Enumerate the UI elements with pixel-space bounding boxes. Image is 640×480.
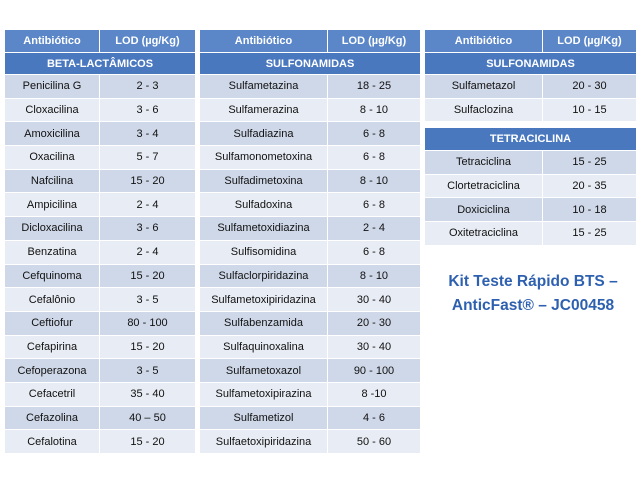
table-row — [425, 98, 636, 122]
lod-cell: 40 – 50 — [100, 407, 195, 430]
lod-cell: 10 - 15 — [543, 99, 636, 122]
lod-cell: 50 - 60 — [328, 430, 420, 453]
table-row — [5, 169, 195, 193]
kit-title-line2: AnticFast® – JC00458 — [451, 297, 615, 314]
lod-cell: 6 - 8 — [328, 122, 420, 145]
antibiotic-cell: Cefalônio — [5, 288, 100, 311]
lod-cell: 3 - 4 — [100, 122, 195, 145]
lod-cell: 15 - 20 — [100, 170, 195, 193]
antibiotic-cell: Sulfametoxazol — [200, 359, 328, 382]
antibiotic-cell: Sulfametizol — [200, 407, 328, 430]
lod-cell: 20 - 35 — [543, 175, 636, 198]
antibiotic-cell: Sulfaquinoxalina — [200, 336, 328, 359]
lod-column-header: LOD (µg/Kg) — [100, 30, 195, 52]
antibiotic-cell: Dicloxacilina — [5, 217, 100, 240]
table-row — [5, 240, 195, 264]
antibiotic-cell: Cefquinoma — [5, 265, 100, 288]
antibiotic-cell: Ampicilina — [5, 193, 100, 216]
table-row — [425, 74, 636, 98]
antibiotic-cell: Oxacilina — [5, 146, 100, 169]
antibiotic-cell: Cefalotina — [5, 430, 100, 453]
antibiotic-column-header: Antibiótico — [425, 30, 543, 52]
antibiotic-cell: Sulfisomidina — [200, 241, 328, 264]
lod-cell: 2 - 4 — [100, 241, 195, 264]
antibiotic-cell: Cloxacilina — [5, 99, 100, 122]
lod-cell: 15 - 20 — [100, 336, 195, 359]
table-row — [425, 221, 636, 245]
antibiotic-cell: Tetraciclina — [425, 151, 543, 174]
table-row — [5, 287, 195, 311]
table-row — [5, 358, 195, 382]
antibiotic-cell: Sulfadoxina — [200, 193, 328, 216]
table-row — [5, 145, 195, 169]
table-row — [200, 216, 420, 240]
antibiotic-cell: Sulfamonometoxina — [200, 146, 328, 169]
lod-cell: 8 - 10 — [328, 99, 420, 122]
table-row — [200, 335, 420, 359]
lod-cell: 4 - 6 — [328, 407, 420, 430]
table-header — [425, 30, 636, 52]
lod-cell: 30 - 40 — [328, 336, 420, 359]
table-row — [5, 121, 195, 145]
antibiotic-cell: Sulfaetoxipiridazina — [200, 430, 328, 453]
antibiotic-cell: Sulfaclorpiridazina — [200, 265, 328, 288]
lod-cell: 15 - 25 — [543, 151, 636, 174]
lod-cell: 30 - 40 — [328, 288, 420, 311]
tetracycline-table — [425, 128, 636, 245]
table-row — [5, 406, 195, 430]
lod-cell: 2 - 4 — [328, 217, 420, 240]
section-header: TETRACICLINA — [425, 128, 636, 150]
lod-cell: 80 - 100 — [100, 312, 195, 335]
antibiotic-cell: Sulfametoxidiazina — [200, 217, 328, 240]
lod-cell: 15 - 20 — [100, 265, 195, 288]
lod-column-header: LOD (µg/Kg) — [328, 30, 420, 52]
table-row — [200, 192, 420, 216]
antibiotic-cell: Oxitetraciclina — [425, 222, 543, 245]
table-row — [200, 311, 420, 335]
antibiotic-cell: Sulfabenzamida — [200, 312, 328, 335]
section-header: SULFONAMIDAS — [425, 52, 636, 74]
beta-lactam-table — [5, 30, 195, 453]
lod-cell: 2 - 4 — [100, 193, 195, 216]
sulfonamide-small-table — [425, 30, 636, 121]
lod-cell: 15 - 20 — [100, 430, 195, 453]
table-header — [200, 30, 420, 52]
lod-cell: 90 - 100 — [328, 359, 420, 382]
antibiotic-cell: Penicilina G — [5, 75, 100, 98]
lod-cell: 20 - 30 — [328, 312, 420, 335]
table-row — [5, 335, 195, 359]
lod-cell: 3 - 6 — [100, 217, 195, 240]
lod-cell: 3 - 6 — [100, 99, 195, 122]
table-row — [200, 169, 420, 193]
table-row — [200, 98, 420, 122]
table-row — [200, 264, 420, 288]
antibiotic-column-header: Antibiótico — [200, 30, 328, 52]
antibiotic-cell: Sulfametazol — [425, 75, 543, 98]
antibiotic-cell: Clortetraciclina — [425, 175, 543, 198]
table-header — [5, 30, 195, 52]
antibiotic-cell: Amoxicilina — [5, 122, 100, 145]
antibiotic-cell: Sulfadimetoxina — [200, 170, 328, 193]
table-row — [425, 174, 636, 198]
table-row — [200, 382, 420, 406]
antibiotic-cell: Cefazolina — [5, 407, 100, 430]
table-row — [5, 192, 195, 216]
table-row — [200, 406, 420, 430]
antibiotic-cell: Sulfadiazina — [200, 122, 328, 145]
lod-cell: 10 - 18 — [543, 198, 636, 221]
lod-cell: 18 - 25 — [328, 75, 420, 98]
lod-cell: 3 - 5 — [100, 288, 195, 311]
antibiotic-cell: Sulfametoxipirazina — [200, 383, 328, 406]
antibiotic-cell: Cefapirina — [5, 336, 100, 359]
antibiotic-cell: Sulfamerazina — [200, 99, 328, 122]
table-row — [5, 429, 195, 453]
table-row — [5, 382, 195, 406]
table-row — [5, 216, 195, 240]
kit-title — [428, 270, 638, 318]
table-row — [5, 311, 195, 335]
lod-cell: 8 - 10 — [328, 170, 420, 193]
lod-cell: 8 - 10 — [328, 265, 420, 288]
table-row — [5, 98, 195, 122]
table-row — [425, 150, 636, 174]
lod-cell: 15 - 25 — [543, 222, 636, 245]
antibiotic-cell: Sulfametoxipiridazina — [200, 288, 328, 311]
lod-cell: 8 -10 — [328, 383, 420, 406]
table-row — [200, 429, 420, 453]
lod-cell: 5 - 7 — [100, 146, 195, 169]
antibiotic-cell: Ceftiofur — [5, 312, 100, 335]
table-row — [200, 74, 420, 98]
lod-column-header: LOD (µg/Kg) — [543, 30, 636, 52]
kit-title-line1: Kit Teste Rápido BTS – — [448, 273, 618, 290]
table-row — [200, 287, 420, 311]
lod-cell: 3 - 5 — [100, 359, 195, 382]
lod-cell: 6 - 8 — [328, 193, 420, 216]
table-row — [200, 121, 420, 145]
antibiotic-cell: Doxiciclina — [425, 198, 543, 221]
lod-cell: 20 - 30 — [543, 75, 636, 98]
sulfonamide-table — [200, 30, 420, 453]
antibiotic-cell: Cefoperazona — [5, 359, 100, 382]
lod-cell: 2 - 3 — [100, 75, 195, 98]
section-header: BETA-LACTÂMICOS — [5, 52, 195, 74]
lod-cell: 6 - 8 — [328, 241, 420, 264]
antibiotic-cell: Sulfaclozina — [425, 99, 543, 122]
antibiotic-cell: Sulfametazina — [200, 75, 328, 98]
lod-cell: 35 - 40 — [100, 383, 195, 406]
table-row — [200, 358, 420, 382]
section-header: SULFONAMIDAS — [200, 52, 420, 74]
antibiotic-cell: Benzatina — [5, 241, 100, 264]
antibiotic-column-header: Antibiótico — [5, 30, 100, 52]
table-row — [200, 145, 420, 169]
lod-cell: 6 - 8 — [328, 146, 420, 169]
table-row — [5, 74, 195, 98]
antibiotic-cell: Cefacetril — [5, 383, 100, 406]
table-row — [200, 240, 420, 264]
antibiotic-cell: Nafcilina — [5, 170, 100, 193]
table-row — [5, 264, 195, 288]
table-row — [425, 197, 636, 221]
